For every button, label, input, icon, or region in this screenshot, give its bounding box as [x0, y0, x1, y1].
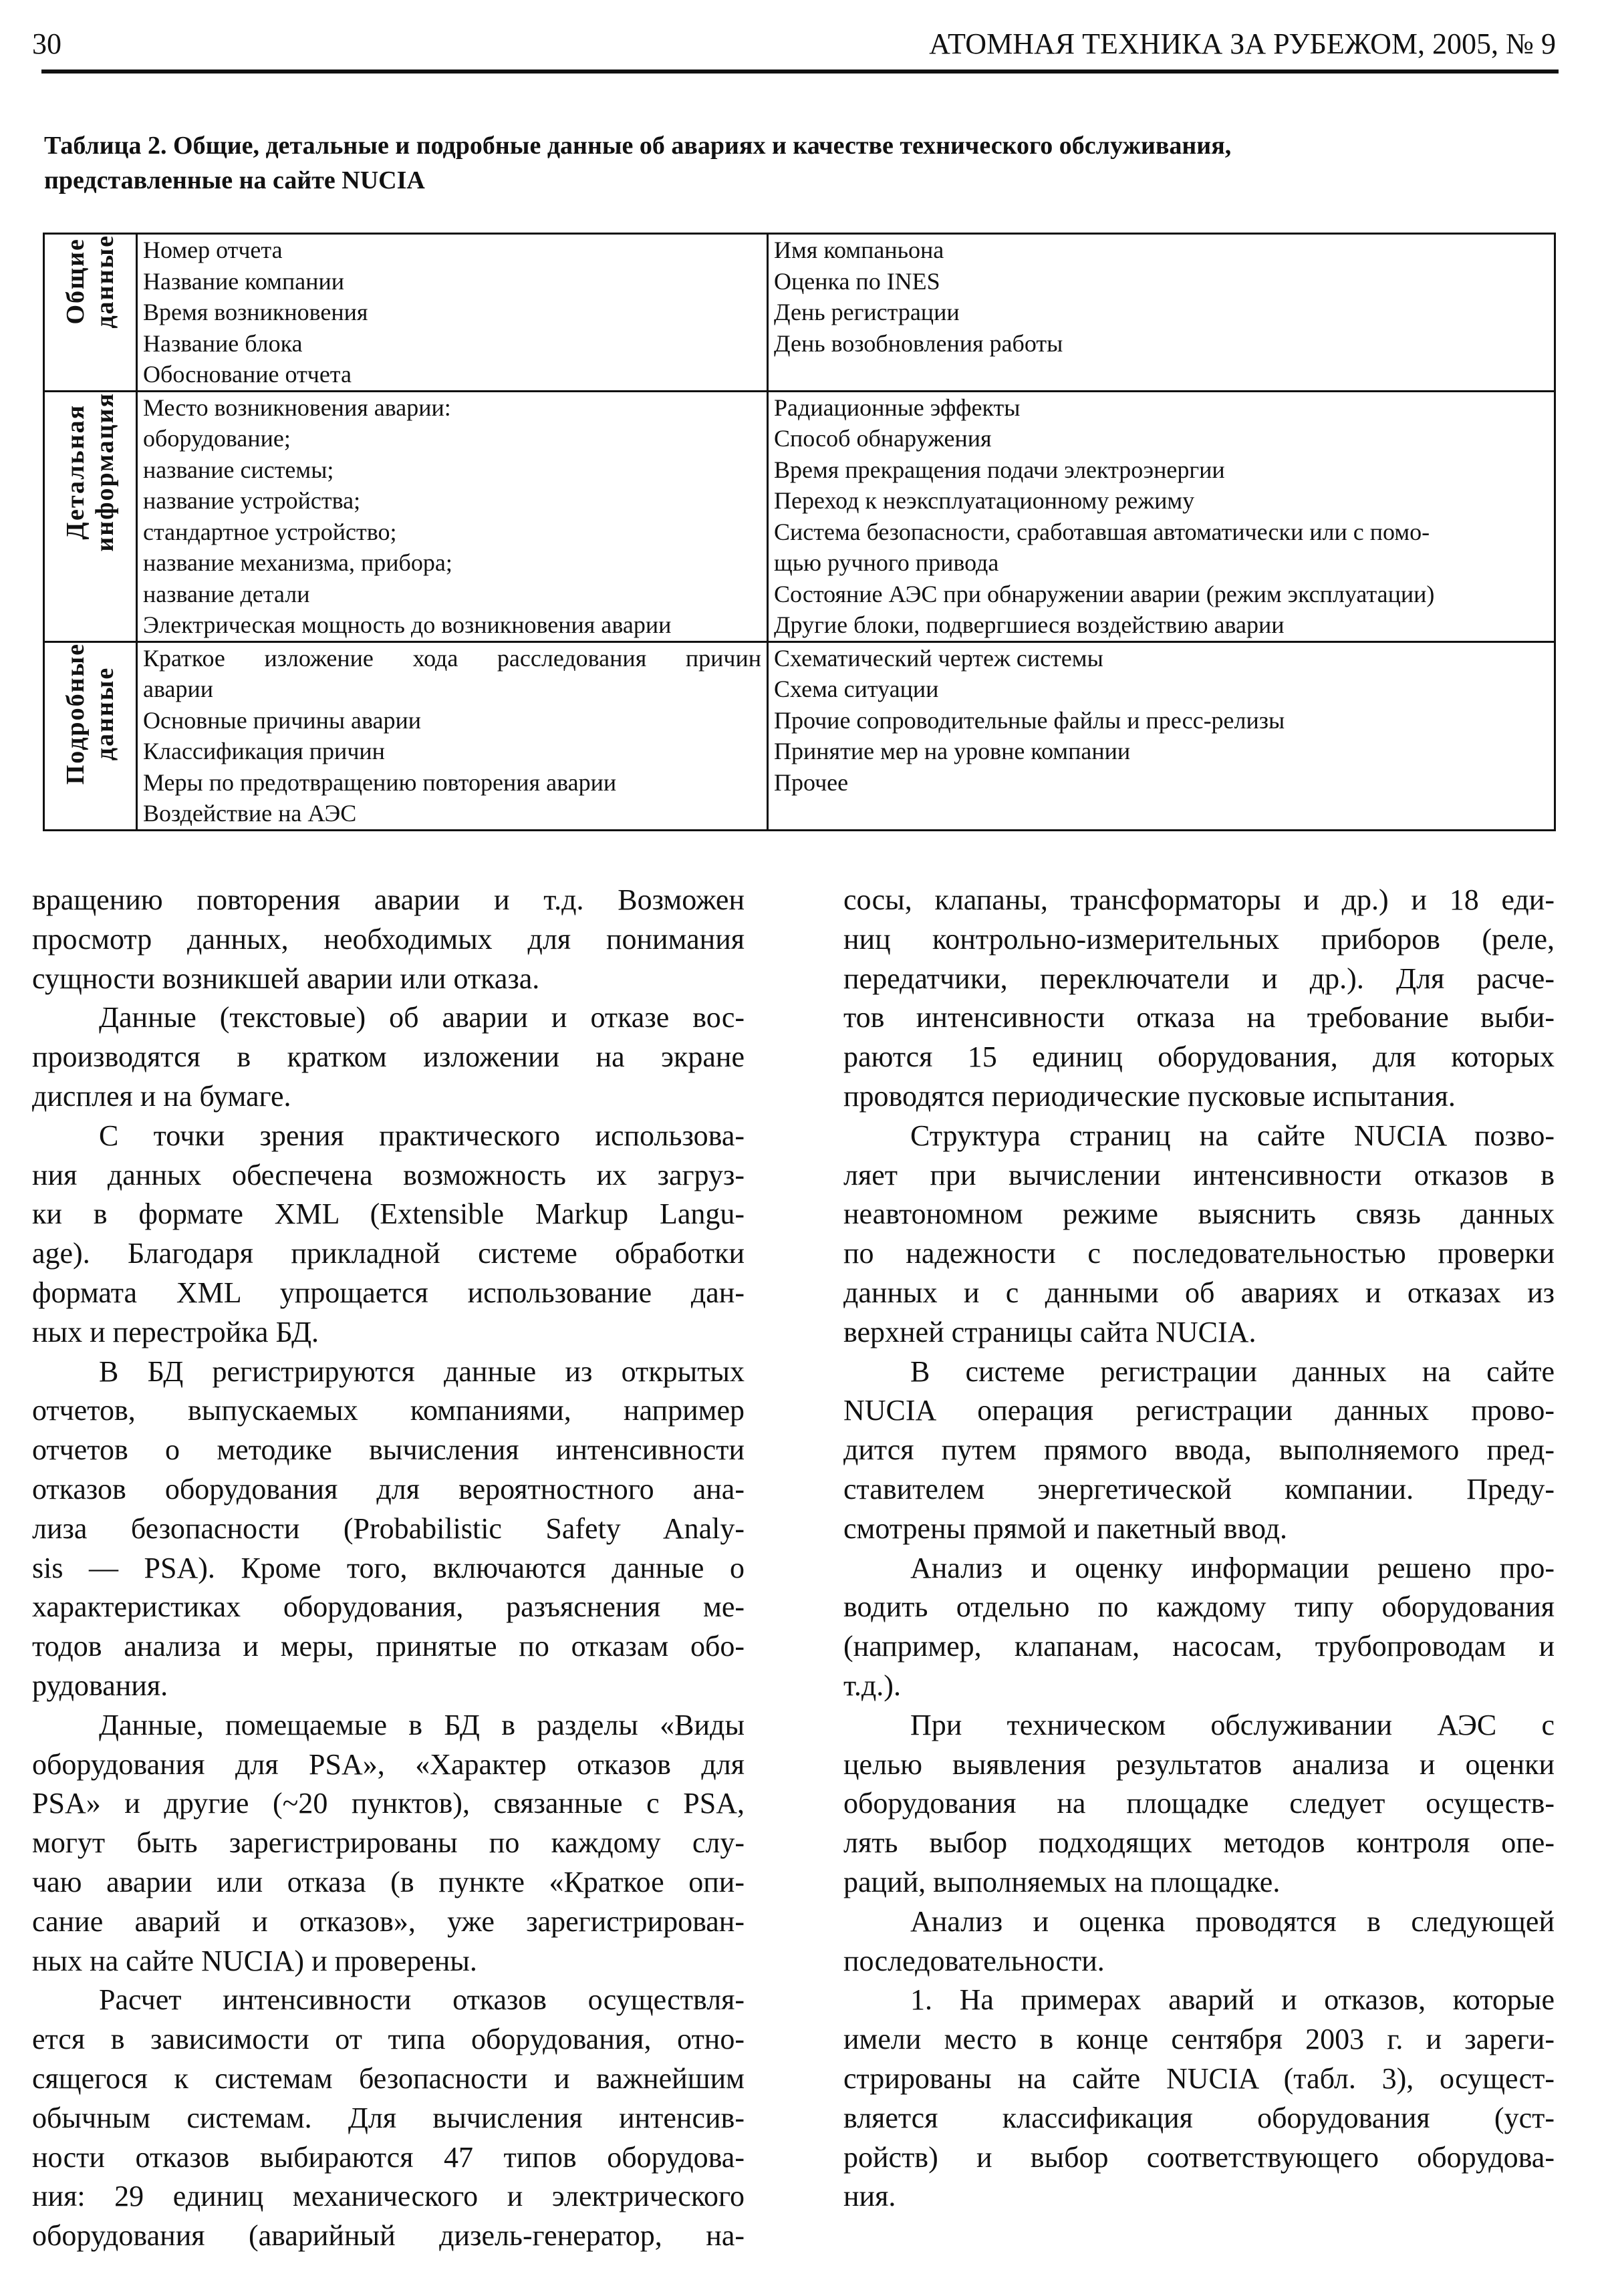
text-line: ляет при вычислении интенсивности отказов в [843, 1158, 1555, 1191]
paragraph [32, 881, 745, 998]
paragraph [32, 1352, 745, 1706]
row-label [61, 643, 120, 784]
text-line: лять выбор подходящих методов контроля опе- [843, 1826, 1555, 1860]
text-line: В системе регистрации данных на сайте [910, 1354, 1555, 1388]
cell-line: Прочее [774, 768, 849, 796]
text-line: оборудования для PSA», «Характер отказов для [32, 1747, 745, 1781]
text-line: данных и с данными об авариях и отказах из [843, 1276, 1555, 1309]
text-line: С точки зрения практического использова- [99, 1119, 745, 1152]
journal-title: АТОМНАЯ ТЕХНИКА ЗА РУБЕЖОМ, 2005, № 9 [929, 27, 1556, 60]
table-row [44, 641, 1555, 830]
text-line: ния: 29 единиц механического и электрического [32, 2180, 745, 2213]
text-line: Данные, помещаемые в БД в разделы «Виды [99, 1708, 745, 1741]
text-line: тов интенсивности отказа на требование выби- [843, 1001, 1555, 1034]
text-line: неавтономном режиме выяснить связь данных [843, 1197, 1555, 1231]
cell-line: название детали [143, 580, 310, 607]
text-column-left [32, 881, 745, 2256]
text-line: сосы, клапаны, трансформаторы и др.) и 18 еди- [843, 883, 1555, 916]
text-line: ройств) и выбор соответствующего оборудова- [843, 2140, 1555, 2174]
table-cell-left [137, 234, 768, 392]
text-line: лиза безопасности (Probabilistic Safety Analy- [32, 1512, 745, 1545]
cell-line: День регистрации [774, 299, 960, 325]
cell-line: Время прекращения подачи электроэнергии [774, 456, 1225, 483]
text-line: сание аварий и отказов», уже зарегистрирован- [32, 1904, 745, 1938]
header-rule [41, 69, 1559, 74]
row-label-cell [44, 234, 137, 392]
text-line: вляется классификация оборудования (уст- [843, 2101, 1555, 2134]
paragraph [843, 1117, 1555, 1352]
text-line: age). Благодаря прикладной системе обработки [32, 1237, 745, 1270]
text-line: ности отказов выбираются 47 типов оборудова- [32, 2140, 745, 2174]
cell-line: Способ обнаружения [774, 425, 992, 452]
row-label-line: Детальная [61, 404, 90, 540]
row-label-cell [44, 391, 137, 641]
text-line: формата XML упрощается использование дан- [32, 1276, 745, 1309]
table-cell-left [137, 641, 768, 830]
text-line: по надежности с последовательностью проверки [843, 1237, 1555, 1270]
cell-line: Электрическая мощность до возникновения аварии [143, 611, 672, 638]
paragraph [843, 1352, 1555, 1549]
text-line: отказов оборудования для вероятностного ана- [32, 1472, 745, 1505]
paragraph [843, 881, 1555, 1117]
table-cell-right [768, 391, 1555, 641]
text-column-right [843, 881, 1555, 2216]
text-line: обычным системам. Для вычисления интенсив- [32, 2101, 745, 2134]
table-cell-right [768, 641, 1555, 830]
paragraph [843, 1706, 1555, 1902]
table-cell-left [137, 391, 768, 641]
text-line: Расчет интенсивности отказов осуществля- [99, 1983, 745, 2017]
text-line: ется в зависимости от типа оборудования, отно- [32, 2023, 745, 2056]
cell-line: Схема ситуации [774, 676, 939, 702]
text-line: производятся в кратком изложении на экране [32, 1040, 745, 1074]
cell-line: Принятие мер на уровне компании [774, 738, 1131, 764]
table-row [44, 391, 1555, 641]
cell-line: Меры по предотвращению повторения аварии [143, 768, 617, 796]
cell-line: название системы; [143, 456, 334, 483]
cell-line: Обоснование отчета [143, 361, 352, 388]
text-line: NUCIA операция регистрации данных прово- [843, 1394, 1555, 1427]
cell-line: стандартное устройство; [143, 518, 397, 545]
paragraph [843, 1902, 1555, 1981]
text-line: последовательности. [843, 1944, 1105, 1977]
cell-line: Номер отчета [143, 237, 283, 263]
cell-line: Воздействие на АЭС [143, 800, 357, 827]
cell-line: аварии [143, 676, 214, 702]
table-cell-right [768, 234, 1555, 392]
text-line: сущности возникшей аварии или отказа. [32, 962, 540, 995]
cell-line: Состояние АЭС при обнаружении аварии (режим эксплуатации) [774, 580, 1435, 607]
text-line: могут быть зарегистрированы по каждому слу- [32, 1826, 745, 1860]
text-line: ставителем энергетической компании. Преду- [843, 1472, 1555, 1505]
cell-line: Система безопасности, сработавшая автоматически или с помо- [774, 518, 1430, 545]
cell-line: Прочие сопроводительные файлы и пресс-релизы [774, 706, 1285, 734]
row-label-line: данные [91, 235, 119, 329]
text-line: PSA» и другие (~20 пунктов), связанные с PSA, [32, 1787, 745, 1820]
text-line: смотрены прямой и пакетный ввод. [843, 1512, 1288, 1545]
paragraph [32, 1981, 745, 2256]
text-line: В БД регистрируются данные из открытых [99, 1354, 745, 1388]
text-line: отчетов, выпускаемых компаниями, например [32, 1394, 745, 1427]
text-line: сящегося к системам безопасности и важнейшим [32, 2061, 745, 2095]
cell-line: Название блока [143, 329, 303, 357]
row-label-line: данные [91, 666, 119, 760]
text-line: Анализ и оценку информации решено про- [910, 1551, 1555, 1584]
row-label [61, 392, 120, 552]
cell-line: Схематический чертеж системы [774, 644, 1103, 672]
text-line: раются 15 единиц оборудования, для которых [843, 1040, 1555, 1074]
cell-line: Основные причины аварии [143, 706, 422, 734]
row-label-line: информация [91, 392, 119, 552]
text-line: водить отдельно по каждому типу оборудования [843, 1590, 1555, 1624]
text-line: Анализ и оценка проводятся в следующей [910, 1904, 1555, 1938]
row-label-cell [44, 641, 137, 830]
table-row [44, 234, 1555, 392]
text-line: ных на сайте NUCIA) и проверены. [32, 1944, 477, 1977]
running-header [32, 27, 1556, 67]
text-line: отчетов о методике вычисления интенсивности [32, 1433, 745, 1467]
text-line: (например, клапанам, насосам, трубопроводам и [843, 1630, 1555, 1663]
row-label-line: Общие [61, 238, 90, 325]
cell-line: Переход к неэксплуатационному режиму [774, 487, 1195, 514]
paragraph [32, 1706, 745, 1981]
caption-line: представленные на сайте NUCIA [44, 166, 425, 194]
caption-line: Таблица 2. Общие, детальные и подробные данные об авариях и качестве технического обслуживания, [44, 132, 1232, 160]
cell-line: Оценка по INES [774, 267, 940, 295]
text-line: вращению повторения аварии и т.д. Возможен [32, 883, 745, 916]
text-line: ки в формате XML (Extensible Markup Langu- [32, 1197, 745, 1231]
text-line: верхней страницы сайта NUCIA. [843, 1315, 1256, 1348]
text-line: имели место в конце сентября 2003 г. и зареги- [843, 2023, 1555, 2056]
text-line: стрированы на сайте NUCIA (табл. 3), осущест- [843, 2061, 1555, 2095]
page-number: 30 [32, 27, 61, 60]
text-line: ных и перестройка БД. [32, 1315, 319, 1348]
paragraph [843, 1549, 1555, 1706]
cell-line: название устройства; [143, 487, 361, 514]
text-line: дится путем прямого ввода, выполняемого пред- [843, 1433, 1555, 1467]
cell-line: Классификация причин [143, 738, 385, 764]
cell-line: Время возникновения [143, 299, 368, 325]
text-line: оборудования на площадке следует осуществ- [843, 1787, 1555, 1820]
text-line: чаю аварии или отказа (в пункте «Краткое опи- [32, 1865, 745, 1898]
table-caption [44, 128, 1514, 198]
text-line: просмотр данных, необходимых для понимания [32, 922, 745, 956]
row-label-line: Подробные [61, 642, 90, 784]
text-line: передатчики, переключатели и др.). Для расче- [843, 962, 1555, 995]
text-line: проводятся периодические пусковые испытания. [843, 1079, 1456, 1113]
cell-line: название механизма, прибора; [143, 549, 452, 576]
text-line: ния данных обеспечена возможность их загруз- [32, 1158, 745, 1191]
text-line: дисплея и на бумаге. [32, 1079, 291, 1113]
cell-line: щью ручного привода [774, 549, 999, 576]
row-label [61, 235, 120, 329]
cell-line: Радиационные эффекты [774, 394, 1021, 421]
text-line: рудования. [32, 1669, 168, 1702]
cell-line: День возобновления работы [774, 329, 1063, 357]
cell-line: Имя компаньона [774, 237, 944, 263]
text-line: характеристиках оборудования, разъяснения ме- [32, 1590, 745, 1624]
paragraph [32, 998, 745, 1116]
cell-line: Краткое изложение хода расследования причин [143, 644, 761, 672]
cell-line: оборудование; [143, 425, 291, 452]
cell-line: Другие блоки, подвергшиеся воздействию аварии [774, 611, 1285, 638]
text-line: т.д.). [843, 1669, 901, 1702]
paragraph [32, 1117, 745, 1352]
text-line: раций, выполняемых на площадке. [843, 1865, 1281, 1898]
cell-line: Место возникновения аварии: [143, 394, 451, 421]
data-table [43, 233, 1556, 831]
text-line: При техническом обслуживании АЭС с [910, 1708, 1555, 1741]
text-line: ниц контрольно-измерительных приборов (реле, [843, 922, 1555, 956]
text-line: тодов анализа и меры, принятые по отказам обо- [32, 1630, 745, 1663]
text-line: целью выявления результатов анализа и оценки [843, 1747, 1555, 1781]
text-line: Структура страниц на сайте NUCIA позво- [910, 1119, 1555, 1152]
paragraph [843, 1981, 1555, 2216]
text-line: Данные (текстовые) об аварии и отказе вос- [99, 1001, 745, 1034]
text-line: sis — PSA). Кроме того, включаются данные о [32, 1551, 745, 1584]
text-line: ния. [843, 2180, 896, 2213]
text-line: 1. На примерах аварий и отказов, которые [910, 1983, 1555, 2017]
text-line: оборудования (аварийный дизель-генератор, на- [32, 2219, 745, 2253]
cell-line: Название компании [143, 267, 345, 295]
